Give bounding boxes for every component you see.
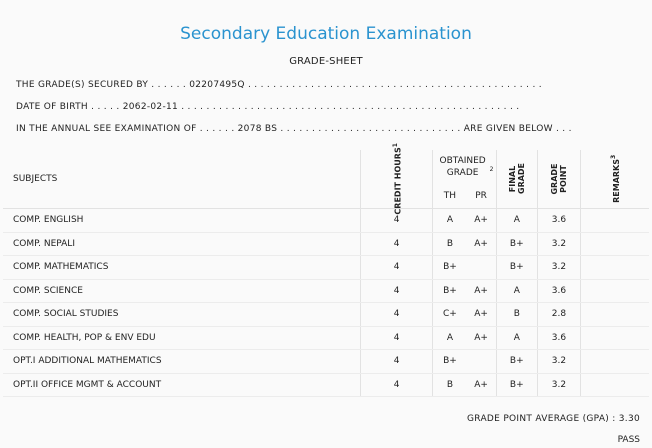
- col-header-credit-sup: 1: [391, 142, 399, 147]
- cell-final-grade: A: [496, 209, 537, 233]
- cell-grade-point: 3.2: [537, 232, 580, 256]
- cell-credit-hours: 4: [360, 303, 432, 327]
- cell-pr-grade: A+: [467, 232, 497, 256]
- cell-pr-grade: A+: [467, 209, 497, 233]
- cell-grade-point: 3.6: [537, 326, 580, 350]
- cell-pr-grade: [467, 256, 497, 280]
- cell-th-grade: B+: [433, 350, 467, 374]
- cell-remarks: [581, 232, 649, 256]
- cell-credit-hours: 4: [360, 326, 432, 350]
- col-header-credit-hours: [360, 142, 432, 215]
- col-header-pr: PR: [467, 183, 497, 208]
- cell-remarks: [581, 303, 649, 327]
- col-header-obtained-label: OBTAINED GRADE: [439, 155, 486, 178]
- table-row: [3, 303, 649, 327]
- cell-th-grade: A: [433, 209, 467, 233]
- cell-pr-grade: [467, 350, 497, 374]
- cell-final-grade: B+: [496, 256, 537, 280]
- cell-remarks: [581, 350, 649, 374]
- cell-grade-point: 3.2: [537, 256, 580, 280]
- cell-grade-point: 3.2: [537, 373, 580, 397]
- cell-subject: OPT.I ADDITIONAL MATHEMATICS: [3, 350, 360, 374]
- cell-credit-hours: 4: [360, 232, 432, 256]
- info-examination: IN THE ANNUAL SEE EXAMINATION OF . . . . . . 2078 BS . . . . . . . . . . . . . . . . . . . . . . . . . . . . . ARE GIVEN BELOW . . .: [16, 124, 572, 134]
- cell-th-grade: A: [433, 326, 467, 350]
- cell-remarks: [581, 209, 649, 233]
- cell-credit-hours: 4: [360, 350, 432, 374]
- cell-grade-point: 2.8: [537, 303, 580, 327]
- table-row: [3, 232, 649, 256]
- col-header-grade-point: [537, 150, 580, 209]
- cell-credit-hours: 4: [360, 373, 432, 397]
- page-title: Secondary Education Examination: [180, 24, 472, 44]
- col-header-credit-label: CREDIT HOURS: [393, 146, 403, 215]
- cell-credit-hours: 4: [360, 209, 432, 233]
- cell-th-grade: B+: [433, 279, 467, 303]
- cell-pr-grade: A+: [467, 303, 497, 327]
- table-row: [3, 209, 649, 233]
- cell-final-grade: B+: [496, 232, 537, 256]
- cell-subject: COMP. SCIENCE: [3, 279, 360, 303]
- result-status: PASS: [617, 435, 640, 445]
- cell-pr-grade: A+: [467, 373, 497, 397]
- table-row: [3, 279, 649, 303]
- col-header-remarks-label: REMARKS: [611, 158, 621, 203]
- cell-remarks: [581, 326, 649, 350]
- cell-subject: COMP. ENGLISH: [3, 209, 360, 233]
- info-secured-by: THE GRADE(S) SECURED BY . . . . . . 02207495Q . . . . . . . . . . . . . . . . . . . . . . . . . . . . . . . . . . . . . . . . . . . . . . .: [16, 80, 542, 90]
- cell-remarks: [581, 279, 649, 303]
- col-header-final-grade: [496, 150, 537, 209]
- table-row: [3, 256, 649, 280]
- cell-grade-point: 3.6: [537, 209, 580, 233]
- cell-final-grade: B+: [496, 373, 537, 397]
- table-row: [3, 350, 649, 374]
- cell-pr-grade: A+: [467, 326, 497, 350]
- col-header-th: TH: [433, 183, 467, 208]
- table-row: [3, 373, 649, 397]
- cell-th-grade: B+: [433, 256, 467, 280]
- info-date-of-birth: DATE OF BIRTH . . . . . 2062-02-11 . . . . . . . . . . . . . . . . . . . . . . . . . . . . . . . . . . . . . . . . . . . . . . . . . . . . . .: [16, 102, 520, 112]
- cell-subject: COMP. SOCIAL STUDIES: [3, 303, 360, 327]
- page-subtitle: GRADE-SHEET: [289, 56, 363, 67]
- cell-final-grade: A: [496, 279, 537, 303]
- col-header-obtained-grade: [433, 150, 496, 183]
- cell-grade-point: 3.2: [537, 350, 580, 374]
- col-header-remarks: [581, 150, 649, 209]
- cell-pr-grade: A+: [467, 279, 497, 303]
- col-header-final-label: FINAL GRADE: [507, 162, 526, 194]
- table-row: [3, 326, 649, 350]
- cell-remarks: [581, 373, 649, 397]
- col-header-gp-label: GRADE POINT: [549, 162, 568, 195]
- cell-final-grade: B: [496, 303, 537, 327]
- col-header-subjects: SUBJECTS: [3, 150, 360, 209]
- col-header-remarks-sup: 3: [610, 154, 618, 159]
- cell-credit-hours: 4: [360, 279, 432, 303]
- cell-th-grade: C+: [433, 303, 467, 327]
- cell-final-grade: A: [496, 326, 537, 350]
- grades-table: [3, 142, 649, 397]
- cell-final-grade: B+: [496, 350, 537, 374]
- cell-grade-point: 3.6: [537, 279, 580, 303]
- cell-th-grade: B: [433, 373, 467, 397]
- col-header-obtained-sup: 2: [489, 165, 494, 173]
- cell-th-grade: B: [433, 232, 467, 256]
- cell-subject: COMP. NEPALI: [3, 232, 360, 256]
- cell-credit-hours: 4: [360, 256, 432, 280]
- gpa-summary: GRADE POINT AVERAGE (GPA) : 3.30: [467, 414, 640, 424]
- cell-remarks: [581, 256, 649, 280]
- cell-subject: OPT.II OFFICE MGMT & ACCOUNT: [3, 373, 360, 397]
- cell-subject: COMP. HEALTH, POP & ENV EDU: [3, 326, 360, 350]
- cell-subject: COMP. MATHEMATICS: [3, 256, 360, 280]
